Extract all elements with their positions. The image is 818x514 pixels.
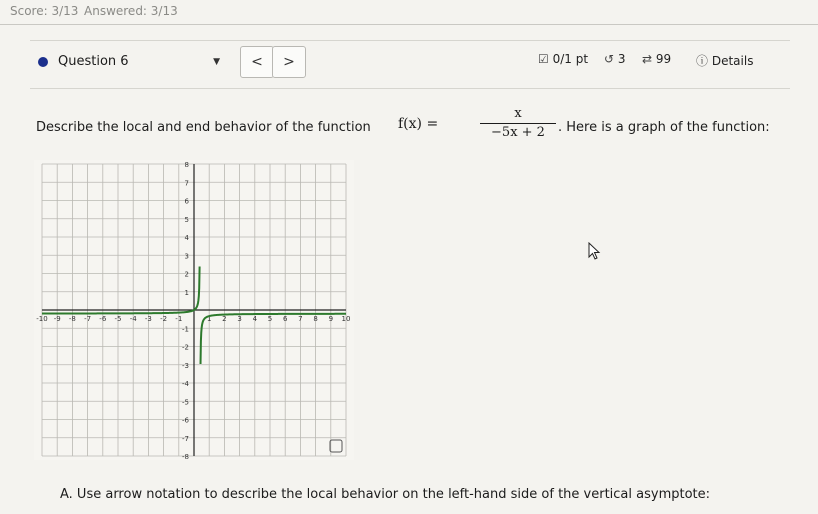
y-tick-label: -5: [182, 398, 189, 407]
prompt-text-before: Describe the local and end behavior of the function: [36, 120, 371, 135]
x-tick-label: -1: [175, 315, 183, 323]
details-label: Details: [711, 54, 754, 68]
x-tick-label: -2: [160, 315, 168, 323]
y-tick-label: -6: [182, 416, 189, 425]
points-info: [538, 52, 588, 66]
score-bar: [0, 0, 818, 25]
y-tick-label: 1: [184, 288, 189, 297]
answered-text: Answered: 3/13: [84, 4, 178, 18]
attempts-count: 3: [617, 52, 626, 66]
y-tick-label: 3: [184, 252, 189, 261]
next-question-button[interactable]: >: [272, 46, 306, 78]
y-tick-label: 4: [184, 234, 189, 242]
question-header: [0, 40, 818, 86]
mouse-cursor-icon: [588, 242, 602, 262]
y-tick-label: -7: [182, 434, 189, 443]
function-numerator: x: [514, 106, 522, 121]
checkbox-icon: ☑: [538, 52, 549, 66]
x-tick-label: -4: [129, 315, 137, 323]
y-tick-label: 6: [184, 197, 189, 206]
x-tick-label: 10: [341, 315, 351, 323]
x-tick-label: 4: [252, 315, 258, 323]
details-link[interactable]: [696, 52, 753, 69]
info-icon: ⓘ: [696, 54, 709, 68]
question-status-dot: [38, 57, 48, 67]
attempts-info: [604, 52, 626, 66]
part-a-instruction: A. Use arrow notation to describe the local behavior on the left-hand side of the vertical asymptote:: [60, 487, 711, 502]
chevron-down-icon: ▼: [213, 57, 220, 67]
x-tick-label: -5: [114, 315, 122, 323]
x-tick-label: 6: [282, 315, 288, 323]
x-tick-label: 5: [267, 315, 273, 323]
divider-bottom: [30, 88, 790, 89]
x-tick-label: -7: [84, 315, 92, 323]
x-tick-label: 1: [206, 315, 212, 323]
x-tick-label: -9: [53, 315, 61, 323]
x-tick-label: -6: [99, 315, 107, 323]
y-tick-label: 8: [184, 161, 189, 169]
function-denominator: −5x + 2: [491, 125, 545, 140]
points-text: 0/1 pt: [552, 52, 589, 66]
y-tick-label: -3: [182, 361, 189, 370]
question-label: Question 6: [58, 54, 129, 69]
x-tick-label: 8: [313, 315, 318, 323]
y-tick-label: -4: [182, 380, 189, 388]
previous-question-button[interactable]: <: [240, 46, 274, 78]
function-fraction: [480, 106, 556, 140]
x-tick-label: 7: [298, 315, 303, 323]
x-tick-label: -3: [144, 315, 152, 323]
versions-count: 99: [655, 52, 672, 66]
y-tick-label: 7: [184, 179, 189, 188]
x-tick-label: 2: [222, 315, 227, 323]
y-tick-label: 2: [184, 270, 189, 279]
y-tick-label: -2: [182, 343, 189, 352]
question-select[interactable]: [54, 50, 226, 74]
score-text: Score: 3/13: [10, 4, 79, 18]
x-tick-label: 9: [328, 315, 334, 323]
versions-icon: ⇄: [642, 52, 653, 66]
x-tick-label: -8: [68, 315, 76, 323]
x-tick-label: -10: [36, 315, 48, 323]
retry-icon: ↺: [604, 52, 615, 66]
y-tick-label: 5: [184, 215, 189, 224]
prompt-text-after: . Here is a graph of the function:: [558, 120, 770, 135]
divider-top: [30, 40, 790, 41]
versions-info: [642, 52, 671, 66]
function-graph: [34, 160, 354, 460]
y-tick-label: -1: [182, 325, 189, 334]
fraction-bar: [480, 123, 556, 124]
y-tick-label: -8: [182, 453, 189, 460]
function-lhs: f(x) =: [398, 116, 439, 132]
question-prompt: [36, 106, 796, 150]
x-tick-label: 3: [237, 315, 242, 323]
